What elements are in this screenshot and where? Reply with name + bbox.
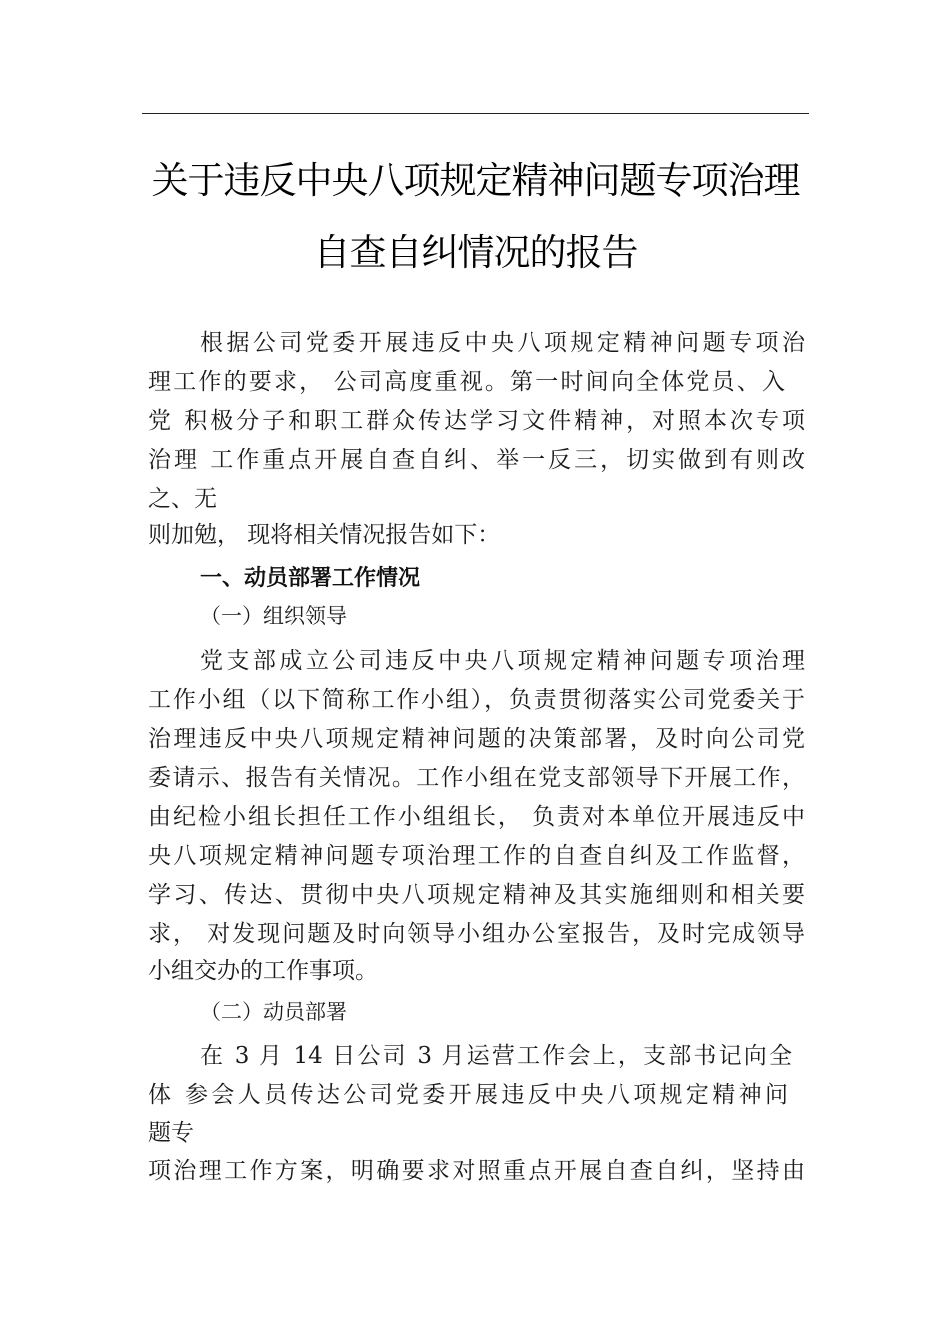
body-line: 题专 [148,1120,194,1146]
intro-line: 理工作的要求， 公司高度重视。第一时间向全体党员、入 [148,369,785,395]
intro-line: 根据公司党委开展违反中央八项规定精神问题专项治 [200,330,805,356]
body-line: 学习、传达、贯彻中央八项规定精神及其实施细则和相关要 [148,882,805,908]
body-line: 在 3 月 14 日公司 3 月运营工作会上，支部书记向全 [200,1043,792,1069]
intro-line: 治理 工作重点开展自查自纠、举一反三，切实做到有则改 [148,447,805,473]
subsection-heading: （一）组织领导 [200,604,347,628]
body-line: 求， 对发现问题及时向领导小组办公室报告，及时完成领导 [148,921,805,947]
body-line: 体 参会人员传达公司党委开展违反中央八项规定精神问 [148,1082,788,1108]
intro-line: 之、无 [148,486,217,512]
intro-line: 党 积极分子和职工群众传达学习文件精神，对照本次专项 [148,408,805,434]
intro-line: 则加勉， 现将相关情况报告如下： [148,522,501,548]
subsection-heading: （二）动员部署 [200,1000,347,1024]
body-line: 治理违反中央八项规定精神问题的决策部署，及时向公司党 [148,726,805,752]
header-rule [142,113,809,114]
body-line: 委请示、报告有关情况。工作小组在党支部领导下开展工作， [148,765,805,791]
body-line: 小组交办的工作事项。 [148,958,378,984]
body-line: 项治理工作方案，明确要求对照重点开展自查自纠，坚持由 [148,1158,805,1184]
body-line: 工作小组（以下简称工作小组），负责贯彻落实公司党委关于 [148,687,805,713]
body-line: 央八项规定精神问题专项治理工作的自查自纠及工作监督， [148,843,805,869]
body-line: 由纪检小组长担任工作小组组长， 负责对本单位开展违反中 [148,804,805,830]
report-title-line-2: 自查自纠情况的报告 [313,231,638,274]
section-heading: 一、动员部署工作情况 [200,566,421,591]
body-line: 党支部成立公司违反中央八项规定精神问题专项治理 [200,648,805,674]
report-title-line-1: 关于违反中央八项规定精神问题专项治理 [151,159,800,202]
